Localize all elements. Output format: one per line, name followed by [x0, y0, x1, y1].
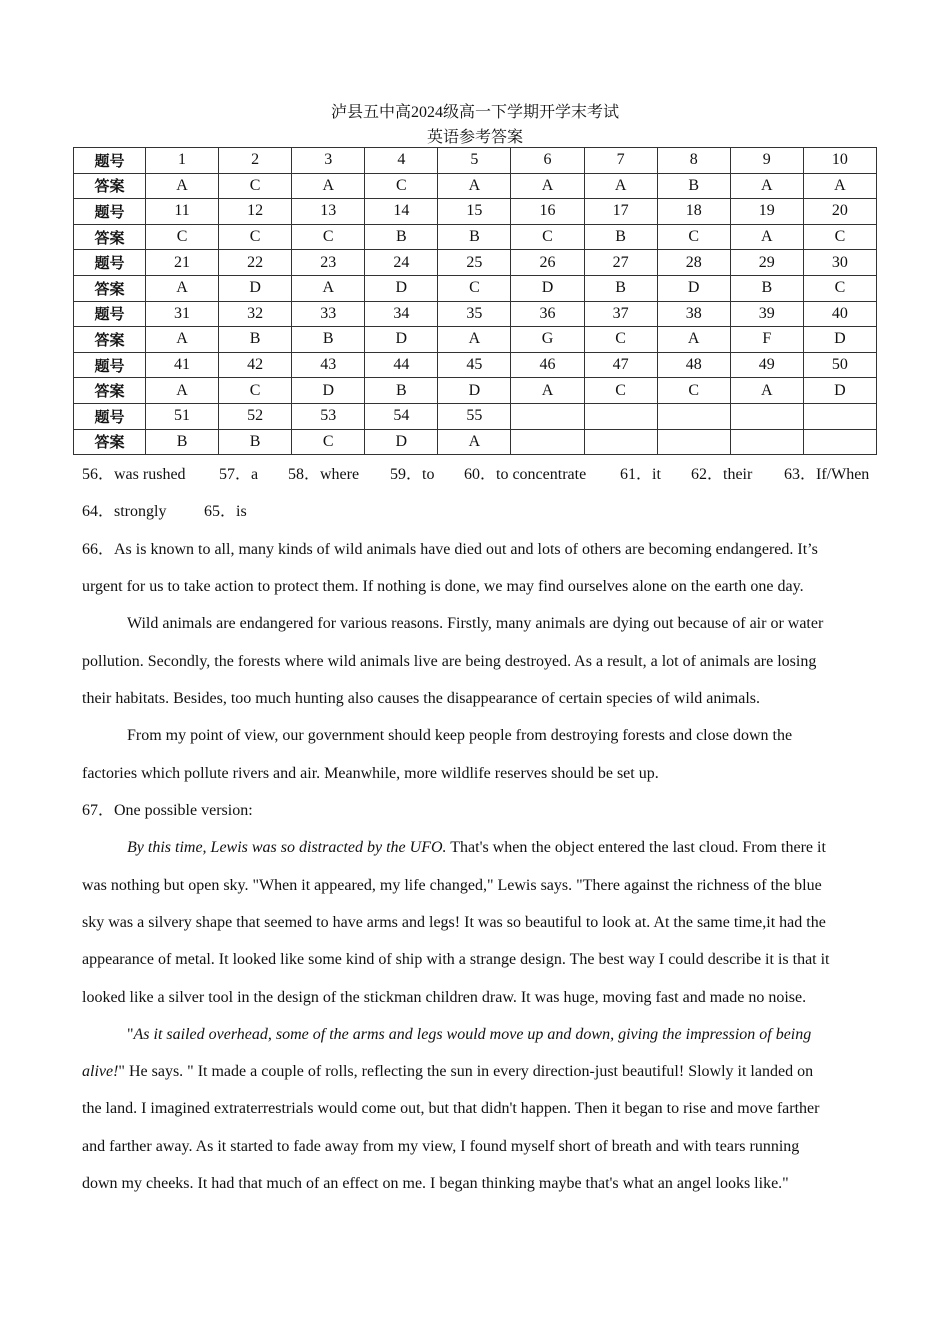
answer-cell: A	[803, 173, 876, 199]
answer-cell: D	[438, 378, 511, 404]
answer-row	[74, 429, 877, 455]
answer-cell: B	[584, 275, 657, 301]
question-number-cell: 32	[219, 301, 292, 327]
answer-cell: C	[511, 224, 584, 250]
answer-cell: B	[146, 429, 219, 455]
answer-cell: B	[219, 429, 292, 455]
question-number-cell: 50	[803, 352, 876, 378]
essay66-line: factories which pollute rivers and air. Meanwhile, more wildlife reserves should be set up.	[82, 765, 659, 782]
answer-cell: A	[511, 378, 584, 404]
answer-cell: B	[365, 224, 438, 250]
question-number-cell: 43	[292, 352, 365, 378]
answer-row	[74, 224, 877, 250]
answer-row	[74, 173, 877, 199]
answer-label: 答案	[74, 275, 146, 301]
fill-blank-60: 60．to concentrate	[464, 466, 587, 483]
answer-cell	[584, 429, 657, 455]
answer-cell: C	[146, 224, 219, 250]
answer-cell: C	[657, 378, 730, 404]
fill-blank-65: 65．is	[204, 503, 247, 520]
question-number-cell: 6	[511, 148, 584, 174]
answer-cell: A	[438, 429, 511, 455]
answer-label: 答案	[74, 224, 146, 250]
essay67-heading: 67．One possible version:	[82, 802, 253, 819]
question-number-cell: 21	[146, 250, 219, 276]
answer-label: 答案	[74, 173, 146, 199]
question-number-cell: 11	[146, 199, 219, 225]
fill-blank-row-1	[0, 465, 950, 485]
question-number-cell: 30	[803, 250, 876, 276]
fill-blank-64: 64．strongly	[82, 503, 167, 520]
answer-cell: D	[803, 378, 876, 404]
question-label: 题号	[74, 148, 146, 174]
answer-cell: C	[657, 224, 730, 250]
fill-blank-59: 59．to	[390, 466, 435, 483]
answer-cell: A	[146, 378, 219, 404]
answer-cell: A	[146, 173, 219, 199]
essay66-line: Wild animals are endangered for various reasons. Firstly, many animals are dying out because of air or water	[127, 615, 824, 632]
question-number-cell	[511, 403, 584, 429]
fill-blank-row-2	[0, 502, 950, 522]
answer-cell: C	[584, 378, 657, 404]
essay66-line: urgent for us to take action to protect them. If nothing is done, we may find ourselves alone on the earth one day.	[82, 578, 804, 595]
answer-cell: A	[438, 327, 511, 353]
answer-cell: A	[511, 173, 584, 199]
question-number-cell: 15	[438, 199, 511, 225]
question-number-cell: 49	[730, 352, 803, 378]
essay67-line	[82, 1062, 813, 1082]
answer-cell: B	[365, 378, 438, 404]
question-number-cell: 27	[584, 250, 657, 276]
essay67-italic: By this time, Lewis was so distracted by the UFO.	[127, 839, 447, 856]
question-label: 题号	[74, 352, 146, 378]
essay67-text: " He says. " It made a couple of rolls, reflecting the sun in every direction-just beautiful! Slowly it landed on	[118, 1063, 814, 1080]
essay67-line	[127, 1025, 811, 1045]
answer-cell: B	[730, 275, 803, 301]
question-number-cell: 29	[730, 250, 803, 276]
question-number-cell: 40	[803, 301, 876, 327]
answer-cell: B	[657, 173, 730, 199]
question-number-row	[74, 199, 877, 225]
question-number-cell: 3	[292, 148, 365, 174]
fill-blank-56: 56．was rushed	[82, 466, 186, 483]
answer-cell: A	[730, 173, 803, 199]
question-number-cell: 22	[219, 250, 292, 276]
question-number-cell: 9	[730, 148, 803, 174]
answer-cell: C	[219, 224, 292, 250]
page-title: 泸县五中高2024级高一下学期开学末考试	[330, 104, 619, 121]
question-number-cell: 46	[511, 352, 584, 378]
question-number-cell: 39	[730, 301, 803, 327]
question-number-cell: 20	[803, 199, 876, 225]
answer-cell: A	[584, 173, 657, 199]
answer-cell: B	[292, 327, 365, 353]
question-number-row	[74, 403, 877, 429]
question-number-cell: 55	[438, 403, 511, 429]
essay67-line: and farther away. As it started to fade away from my view, I found myself short of breath and with tears running	[82, 1138, 800, 1155]
question-number-cell: 17	[584, 199, 657, 225]
answer-label: 答案	[74, 378, 146, 404]
answer-cell: D	[803, 327, 876, 353]
question-number-cell: 1	[146, 148, 219, 174]
answer-cell: A	[146, 275, 219, 301]
answer-table	[73, 147, 877, 455]
answer-cell: D	[365, 275, 438, 301]
answer-cell	[657, 429, 730, 455]
question-number-cell: 31	[146, 301, 219, 327]
question-number-cell: 47	[584, 352, 657, 378]
question-number-cell: 38	[657, 301, 730, 327]
answer-cell: C	[292, 429, 365, 455]
question-number-cell: 10	[803, 148, 876, 174]
question-number-row	[74, 352, 877, 378]
essay67-text: That's when the object entered the last cloud. From there it	[446, 839, 826, 856]
question-number-cell: 35	[438, 301, 511, 327]
answer-cell: D	[365, 327, 438, 353]
question-number-cell: 4	[365, 148, 438, 174]
answer-label: 答案	[74, 429, 146, 455]
question-number-cell: 52	[219, 403, 292, 429]
answer-cell	[730, 429, 803, 455]
question-number-cell: 24	[365, 250, 438, 276]
fill-blank-63: 63．If/When	[784, 466, 870, 483]
answer-label: 答案	[74, 327, 146, 353]
answer-cell: C	[365, 173, 438, 199]
fill-blank-62: 62．their	[691, 466, 753, 483]
fill-blank-58: 58．where	[288, 466, 360, 483]
question-number-cell: 7	[584, 148, 657, 174]
answer-cell: C	[219, 173, 292, 199]
essay67-line: appearance of metal. It looked like some kind of ship with a strange design. The best way I could describe it is that it	[82, 951, 830, 968]
page-subtitle: 英语参考答案	[426, 129, 523, 146]
answer-cell: C	[803, 275, 876, 301]
essay66-line: 66．As is known to all, many kinds of wild animals have died out and lots of others are becoming endangered. It’s	[82, 541, 818, 558]
essay67-line: down my cheeks. It had that much of an effect on me. I began thinking maybe that's what an angel looks like."	[82, 1175, 789, 1192]
answer-cell: D	[365, 429, 438, 455]
essay67-line: looked like a silver tool in the design of the stickman children draw. It was huge, moving fast and made no noise.	[82, 989, 807, 1006]
answer-cell: D	[657, 275, 730, 301]
essay67-line: was nothing but open sky. "When it appeared, my life changed," Lewis says. "There against the richness of the blue	[82, 877, 822, 894]
question-number-cell	[657, 403, 730, 429]
answer-row	[74, 327, 877, 353]
question-number-cell: 25	[438, 250, 511, 276]
answer-cell: B	[219, 327, 292, 353]
question-number-cell: 36	[511, 301, 584, 327]
answer-cell: C	[803, 224, 876, 250]
answer-row	[74, 275, 877, 301]
essay66-line: their habitats. Besides, too much hunting also causes the disappearance of certain species of wild animals.	[82, 690, 761, 707]
answer-row	[74, 378, 877, 404]
essay67-line	[127, 838, 826, 858]
answer-cell: A	[730, 378, 803, 404]
answer-cell: A	[146, 327, 219, 353]
answer-cell: A	[292, 173, 365, 199]
essay67-line: sky was a silvery shape that seemed to have arms and legs! It was so beautiful to look at. At the same time,it had the	[82, 914, 826, 931]
question-number-cell: 54	[365, 403, 438, 429]
answer-cell: B	[438, 224, 511, 250]
question-label: 题号	[74, 403, 146, 429]
answer-cell: A	[730, 224, 803, 250]
question-number-cell: 14	[365, 199, 438, 225]
answer-cell: D	[292, 378, 365, 404]
question-number-row	[74, 148, 877, 174]
question-number-cell: 2	[219, 148, 292, 174]
essay67-quote: "	[127, 1026, 134, 1043]
answer-cell: D	[219, 275, 292, 301]
answer-cell: A	[657, 327, 730, 353]
question-number-cell: 28	[657, 250, 730, 276]
answer-cell: C	[438, 275, 511, 301]
fill-blank-61: 61．it	[620, 466, 661, 483]
answer-cell	[511, 429, 584, 455]
question-number-cell: 48	[657, 352, 730, 378]
question-number-cell: 41	[146, 352, 219, 378]
essay66-line: From my point of view, our government should keep people from destroying forests and close down the	[127, 727, 793, 744]
question-number-cell: 33	[292, 301, 365, 327]
question-number-cell: 51	[146, 403, 219, 429]
question-number-cell: 42	[219, 352, 292, 378]
essay66-line: pollution. Secondly, the forests where wild animals live are being destroyed. As a result, a lot of animals are losing	[82, 653, 817, 670]
question-number-row	[74, 301, 877, 327]
answer-cell	[803, 429, 876, 455]
question-number-cell: 37	[584, 301, 657, 327]
essay67-italic: alive!	[82, 1063, 119, 1080]
question-number-cell: 44	[365, 352, 438, 378]
essay67-italic: As it sailed overhead, some of the arms and legs would move up and down, giving the impression of being	[133, 1026, 812, 1043]
question-number-cell: 23	[292, 250, 365, 276]
question-number-cell: 13	[292, 199, 365, 225]
question-number-cell: 34	[365, 301, 438, 327]
answer-cell: C	[584, 327, 657, 353]
question-number-cell: 53	[292, 403, 365, 429]
answer-cell: D	[511, 275, 584, 301]
answer-cell: F	[730, 327, 803, 353]
question-number-cell	[584, 403, 657, 429]
question-number-row	[74, 250, 877, 276]
question-number-cell: 16	[511, 199, 584, 225]
answer-cell: A	[438, 173, 511, 199]
question-number-cell: 8	[657, 148, 730, 174]
question-number-cell: 26	[511, 250, 584, 276]
question-number-cell: 12	[219, 199, 292, 225]
question-number-cell: 18	[657, 199, 730, 225]
answer-cell: A	[292, 275, 365, 301]
answer-cell: C	[219, 378, 292, 404]
answer-cell: G	[511, 327, 584, 353]
answer-cell: C	[292, 224, 365, 250]
question-label: 题号	[74, 199, 146, 225]
question-number-cell	[803, 403, 876, 429]
answer-cell: B	[584, 224, 657, 250]
fill-blank-57: 57．a	[219, 466, 259, 483]
question-label: 题号	[74, 301, 146, 327]
question-number-cell: 45	[438, 352, 511, 378]
essay67-line: the land. I imagined extraterrestrials would come out, but that didn't happen. Then it began to rise and move farther	[82, 1100, 820, 1117]
question-label: 题号	[74, 250, 146, 276]
question-number-cell: 19	[730, 199, 803, 225]
question-number-cell	[730, 403, 803, 429]
question-number-cell: 5	[438, 148, 511, 174]
